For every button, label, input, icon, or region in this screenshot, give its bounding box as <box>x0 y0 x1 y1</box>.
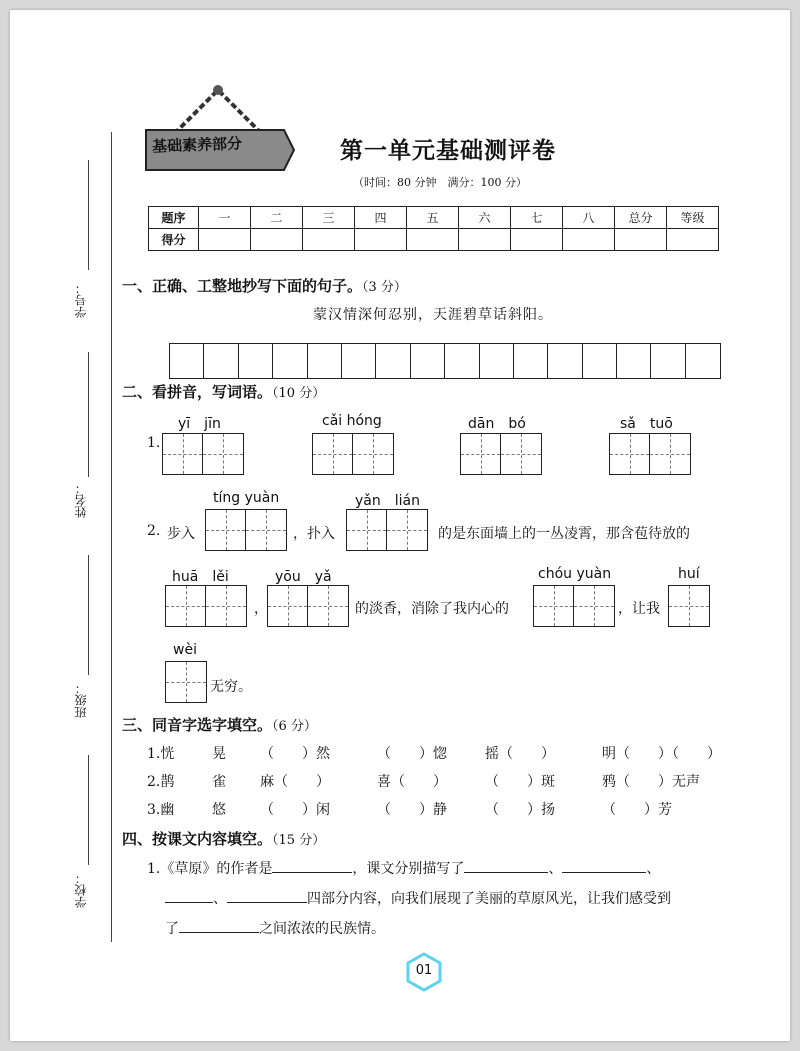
passage-text: ，扑入 <box>293 526 335 542</box>
pinyin-label: huā lěi <box>172 569 229 585</box>
table-cell: 三 <box>303 207 355 229</box>
name-field: 姓名： <box>74 482 88 518</box>
pinyin-label: huí <box>678 566 700 582</box>
banner-label: 基础素养部分 <box>151 134 243 156</box>
pinyin-label: cǎi hóng <box>322 413 382 429</box>
score-table <box>148 206 719 251</box>
table-cell: 得分 <box>149 229 199 251</box>
pinyin-label: sǎ tuō <box>620 416 673 432</box>
answer-blank[interactable] <box>464 858 548 873</box>
pinyin-writing-grid[interactable] <box>165 585 247 627</box>
field-line <box>88 755 89 865</box>
pinyin-label: dān bó <box>468 416 526 432</box>
fill-in-line-1: 1.《草原》的作者是 ，课文分别描写了 、 、 <box>147 858 660 878</box>
pinyin-label: wèi <box>173 642 197 658</box>
pinyin-writing-grid[interactable] <box>165 661 207 703</box>
table-cell: 二 <box>251 207 303 229</box>
pinyin-label: yōu yǎ <box>275 569 332 585</box>
score-cell[interactable] <box>355 229 407 251</box>
pinyin-label: chóu yuàn <box>538 566 612 582</box>
answer-blank[interactable] <box>272 858 352 873</box>
pinyin-label: tíng yuàn <box>213 490 280 506</box>
pinyin-writing-grid[interactable] <box>460 433 542 475</box>
section-3-heading: 三、同音字选字填空。（6 分） <box>122 716 317 734</box>
student-id-field: 学号： <box>74 282 88 318</box>
section-2-heading: 二、看拼音，写词语。（10 分） <box>122 383 326 401</box>
answer-blank[interactable] <box>562 858 646 873</box>
table-cell: 七 <box>511 207 563 229</box>
answer-blank[interactable] <box>227 888 307 903</box>
table-cell: 八 <box>563 207 615 229</box>
pinyin-writing-grid[interactable] <box>162 433 244 475</box>
fill-in-line-2: 、 四部分内容，向我们展现了美丽的草原风光，让我们感受到 <box>165 888 671 908</box>
question-number: 1. <box>147 435 161 451</box>
table-cell: 六 <box>459 207 511 229</box>
fill-in-line-3: 了 之间浓浓的民族情。 <box>165 918 385 938</box>
pinyin-writing-grid[interactable] <box>668 585 710 627</box>
score-cell[interactable] <box>511 229 563 251</box>
table-cell: 题序 <box>149 207 199 229</box>
field-line <box>88 352 89 477</box>
section-4-heading: 四、按课文内容填空。（15 分） <box>122 830 326 848</box>
answer-blank[interactable] <box>165 888 213 903</box>
score-cell[interactable] <box>199 229 251 251</box>
score-cell[interactable] <box>667 229 719 251</box>
passage-text: 的淡香，消除了我内心的 <box>355 601 509 617</box>
page-title: 第一单元基础测评卷 <box>340 137 556 164</box>
table-cell: 一 <box>199 207 251 229</box>
table-row <box>149 229 719 251</box>
worksheet-page: 学号： 姓名： 班级： 学校： 基础素养部分 第一单元基础测评卷 （时间：80 分钟 满分：100 分） 题序 一 二 三 四 五 六 七 八 总分 等级 得分 一、正确、工整地抄写下面的句子。（3 分） 蒙汉情深何忍别，天涯碧草话斜阳。 二、看拼音，写词语。（10 分） 1. yī jīn cǎi hóng dān bó sǎ tuō 2. 步入 tíng yuàn ，扑入 yǎn lián 的是东面墙上的一丛凌霄，那含苞待放的 huā lěi ， yōu yǎ 的淡香，消除了我内心的 chóu yuàn ，让我 huí wèi 无穷。 三、同音字选字填空。（6 分） 1.恍 晃 （ ）然 （ ）惚 摇（ ） 明（ ）（ ） 2.鹊 雀 麻（ ） 喜（ ） （ ）斑 鸦（ ）无声 3.幽 悠 （ ）闲 （ ）静 （ ）扬 （ ）芳 四、按课文内容填空。（15 分） 1.《草原》的作者是 ，课文分别描写了 、 、 、 四部分内容，向我们展现了美丽的草原风光，让我们感受到 了 之间浓浓的民族情。 01 <box>10 10 790 1041</box>
table-cell: 等级 <box>667 207 719 229</box>
page-number: 01 <box>415 963 433 978</box>
score-cell[interactable] <box>407 229 459 251</box>
table-cell: 五 <box>407 207 459 229</box>
hanging-sign-banner <box>138 82 298 174</box>
exam-info: （时间：80 分钟 满分：100 分） <box>353 176 527 189</box>
passage-text: 步入 <box>167 526 195 542</box>
pinyin-writing-grid[interactable] <box>609 433 691 475</box>
class-field: 班级： <box>74 682 88 718</box>
field-line <box>88 555 89 675</box>
score-cell[interactable] <box>459 229 511 251</box>
section-1-heading: 一、正确、工整地抄写下面的句子。（3 分） <box>122 277 407 295</box>
pinyin-writing-grid[interactable] <box>346 509 428 551</box>
pinyin-label: yī jīn <box>178 416 221 432</box>
pinyin-writing-grid[interactable] <box>267 585 349 627</box>
copy-writing-grid[interactable] <box>169 343 721 379</box>
binding-line <box>111 132 112 942</box>
passage-text: ，让我 <box>618 601 660 617</box>
pinyin-writing-grid[interactable] <box>533 585 615 627</box>
passage-text: 的是东面墙上的一丛凌霄，那含苞待放的 <box>438 526 690 542</box>
table-cell: 总分 <box>615 207 667 229</box>
question-number: 2. <box>147 523 161 539</box>
table-cell: 四 <box>355 207 407 229</box>
copy-sentence: 蒙汉情深何忍别，天涯碧草话斜阳。 <box>313 307 553 323</box>
score-cell[interactable] <box>563 229 615 251</box>
answer-blank[interactable] <box>179 918 259 933</box>
passage-text: 无穷。 <box>210 679 252 695</box>
pinyin-writing-grid[interactable] <box>312 433 394 475</box>
score-cell[interactable] <box>303 229 355 251</box>
pinyin-label: yǎn lián <box>355 493 420 509</box>
passage-text: ， <box>254 601 268 617</box>
table-row <box>149 207 719 229</box>
score-cell[interactable] <box>615 229 667 251</box>
pinyin-writing-grid[interactable] <box>205 509 287 551</box>
score-cell[interactable] <box>251 229 303 251</box>
school-field: 学校： <box>74 872 88 908</box>
field-line <box>88 160 89 270</box>
